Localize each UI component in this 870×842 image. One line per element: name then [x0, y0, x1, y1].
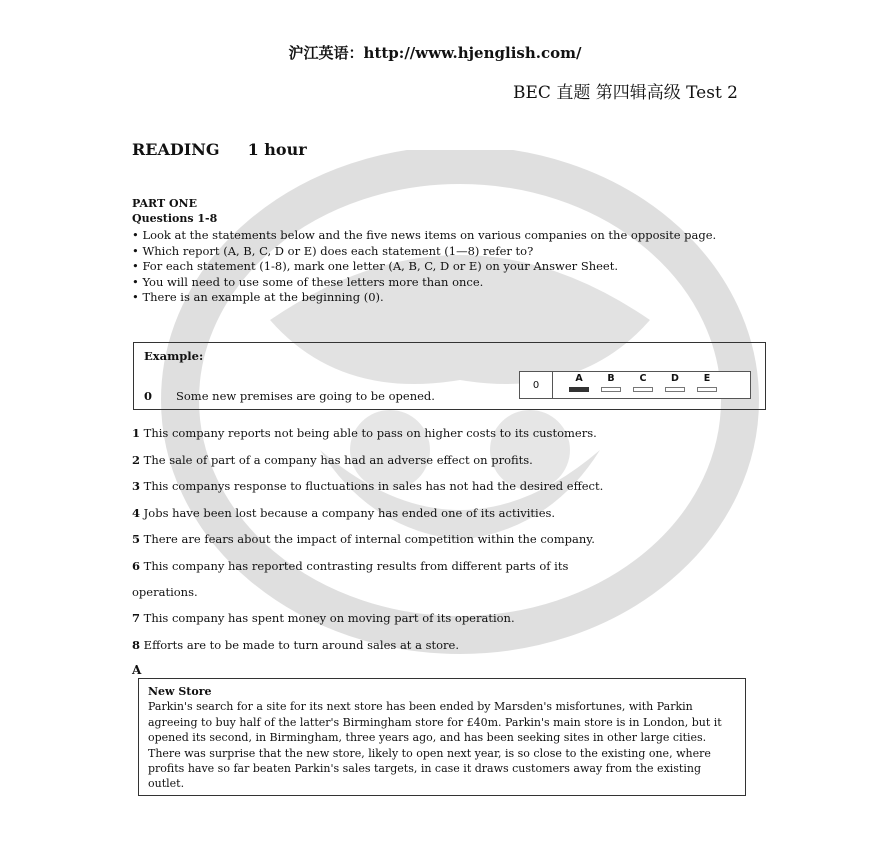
- instruction-item: • Look at the statements below and the five news items on various companies on the opposite page.: [132, 228, 717, 242]
- answer-option-letter: B: [607, 373, 615, 384]
- statement-number: 7: [132, 611, 141, 625]
- report-title: New Store: [148, 685, 212, 698]
- statement-text: This company has reported contrasting results from different parts of its: [143, 558, 569, 573]
- section-heading: [132, 140, 307, 159]
- example-number: 0: [144, 389, 153, 403]
- answer-option-e[interactable]: [691, 372, 723, 398]
- answer-option-b[interactable]: [595, 372, 627, 398]
- section-duration: 1 hour: [247, 140, 307, 159]
- report-body: Parkin's search for a site for its next store has been ended by Marsden's misfortunes, with Parkin agreeing to buy half of the latter's Birmingham store for £40m. Parkin's main store is in London, but it opened its second, in Birmingham, three years ago, and has been seeking sites in other large cities. There was surprise that the new store, likely to open next year, is so close to the existing one, where profits have so far beaten Parkin's sales targets, in case it draws customers away from the existing outlet.: [148, 700, 722, 791]
- site-url-header: 沪江英语：http://www.hjenglish.com/: [288, 44, 582, 62]
- statement-number: 6: [132, 558, 141, 573]
- statement-text: This companys response to fluctuations in sales has not had the desired effect.: [143, 479, 604, 493]
- statement-continuation: operations.: [132, 585, 198, 599]
- statement-text: Jobs have been lost because a company has ended one of its activities.: [143, 505, 556, 520]
- answer-option-a[interactable]: [563, 372, 595, 398]
- answer-option-mark: [569, 387, 589, 392]
- answer-option-letter: E: [703, 373, 711, 384]
- questions-label: Questions 1-8: [132, 212, 218, 225]
- instruction-item: • There is an example at the beginning (0).: [132, 290, 384, 304]
- report-box: [138, 678, 746, 796]
- example-label: Example:: [144, 349, 204, 363]
- statement-text: There are fears about the impact of internal competition within the company.: [143, 532, 595, 546]
- statement-4: [132, 506, 772, 533]
- answer-option-mark: [665, 387, 685, 392]
- statement-number: 1: [132, 426, 141, 440]
- section-title: READING: [132, 140, 220, 159]
- part-label: PART ONE: [132, 197, 197, 210]
- statement-text: This company reports not being able to pass on higher costs to its customers.: [143, 426, 597, 440]
- answer-option-c[interactable]: [627, 372, 659, 398]
- answer-grid-options: [553, 372, 750, 398]
- statement-2: [132, 453, 772, 480]
- instruction-item: • Which report (A, B, C, D or E) does each statement (1—8) refer to?: [132, 243, 534, 258]
- statement-text: The sale of part of a company has had an adverse effect on profits.: [143, 452, 533, 467]
- answer-grid-number: 0: [520, 372, 553, 398]
- statement-number: 8: [132, 637, 141, 652]
- example-text: Some new premises are going to be opened.: [176, 389, 435, 403]
- answer-option-mark: [633, 387, 653, 392]
- statement-text: This company has spent money on moving part of its operation.: [143, 611, 515, 625]
- statement-5: [132, 532, 772, 559]
- statement-3: [132, 479, 772, 506]
- answer-grid: [519, 371, 751, 399]
- answer-option-letter: A: [575, 373, 583, 384]
- document-title: BEC 直题 第四辑高级 Test 2: [513, 83, 738, 103]
- instruction-item: • For each statement (1-8), mark one letter (A, B, C, D or E) on your Answer Sheet.: [132, 259, 618, 273]
- statement-number: 4: [132, 505, 141, 520]
- example-box: [133, 342, 766, 410]
- statement-8: [132, 638, 772, 665]
- statement-list: [132, 426, 772, 664]
- answer-option-letter: D: [671, 373, 679, 384]
- statement-text: Efforts are to be made to turn around sales at a store.: [143, 637, 460, 652]
- statement-6: [132, 559, 772, 586]
- answer-option-mark: [697, 387, 717, 392]
- instructions: [132, 228, 742, 306]
- statement-1: [132, 426, 772, 453]
- answer-option-mark: [601, 387, 621, 392]
- answer-option-d[interactable]: [659, 372, 691, 398]
- answer-option-letter: C: [639, 373, 647, 384]
- statement-number: 5: [132, 532, 141, 546]
- statement-number: 3: [132, 479, 141, 493]
- statement-7: [132, 611, 772, 638]
- report-letter: A: [132, 663, 142, 677]
- instruction-item: • You will need to use some of these letters more than once.: [132, 274, 484, 289]
- statement-number: 2: [132, 452, 141, 467]
